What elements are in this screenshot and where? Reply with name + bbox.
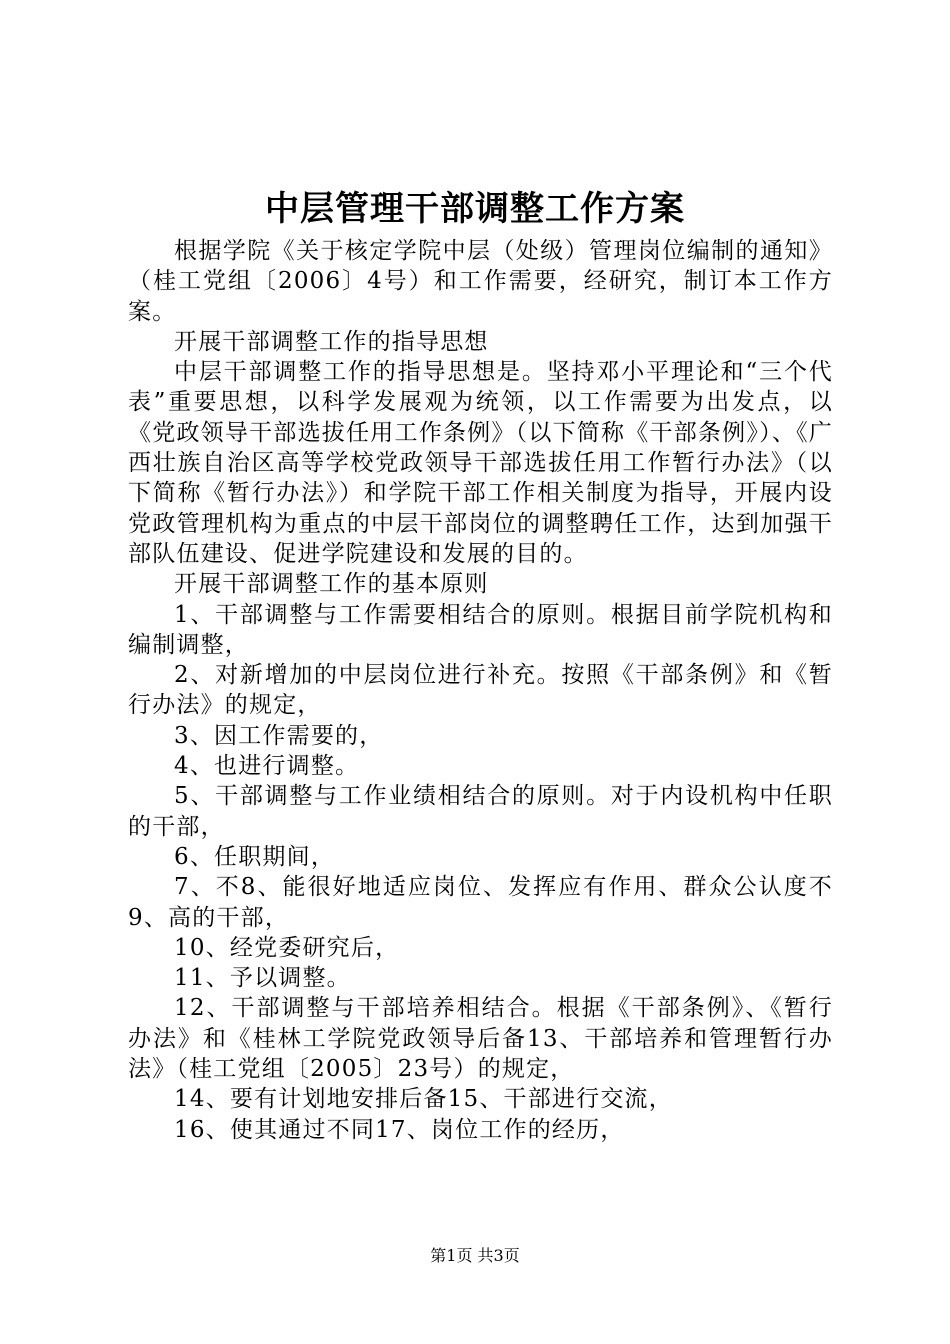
- list-item: 7、不8、能很好地适应岗位、发挥应有作用、群众公认度不9、高的干部，: [128, 874, 833, 931]
- list-item: 6、任职期间，: [174, 843, 336, 870]
- section-heading: 开展干部调整工作的基本原则: [174, 571, 489, 598]
- list-item: 4、也进行调整。: [174, 753, 360, 780]
- list-item: 12、干部调整与干部培养相结合。根据《干部条例》、《暂行办法》和《桂林工学院党政领导后备13、干部培养和管理暂行办法》（桂工党组〔2005〕23号）的规定，: [128, 995, 833, 1083]
- list-item: 14、要有计划地安排后备15、干部进行交流，: [174, 1086, 673, 1113]
- list-item: 2、对新增加的中层岗位进行补充。按照《干部条例》和《暂行办法》的规定，: [128, 662, 833, 719]
- list-item: 5、干部调整与工作业绩相结合的原则。对于内设机构中任职的干部，: [128, 783, 833, 840]
- list-item: 16、使其通过不同17、岗位工作的经历，: [174, 1116, 625, 1143]
- list-item: 3、因工作需要的，: [174, 722, 384, 749]
- list-item: 11、予以调整。: [174, 965, 351, 992]
- page-footer: 第1页 共3页: [430, 1246, 520, 1265]
- document-body: [128, 236, 833, 1145]
- list-item: 1、干部调整与工作需要相结合的原则。根据目前学院机构和编制调整，: [128, 601, 833, 658]
- paragraph: 根据学院《关于核定学院中层（处级）管理岗位编制的通知》（桂工党组〔2006〕4号）和工作需要，经研究，制订本工作方案。: [128, 238, 833, 325]
- paragraph: 中层干部调整工作的指导思想是。坚持邓小平理论和“三个代表”重要思想，以科学发展观为统领，以工作需要为出发点，以《党政领导干部选拔任用工作条例》（以下简称《干部条例》）、《广西壮族自治区高等学校党政领导干部选拔任用工作暂行办法》（以下简称《暂行办法》）和学院干部工作相关制度为指导，开展内设党政管理机构为重点的中层干部岗位的调整聘任工作，达到加强干部队伍建设、促进学院建设和发展的目的。: [128, 359, 833, 567]
- section-heading: 开展干部调整工作的指导思想: [174, 328, 489, 355]
- list-item: 10、经党委研究后，: [174, 934, 400, 961]
- document-title: 中层管理干部调整工作方案: [265, 189, 685, 229]
